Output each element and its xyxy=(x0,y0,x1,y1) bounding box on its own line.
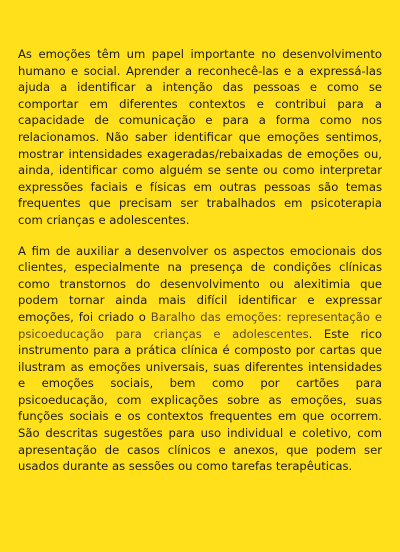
paragraph-description xyxy=(18,243,382,475)
paragraph-intro: As emoções têm um papel importante no desenvolvimento humano e social. Aprender a reconhecê-las e a expressá-las ajuda a identificar a intenção das pessoas e como se comportar em diferentes contextos e contribui para a capacidade de comunicação e para a forma como nos relacionamos. Não saber identificar que emoções sentimos, mostrar intensidades exageradas/rebaixadas de emoções ou, ainda, identificar como alguém se sente ou como interpretar expressões faciais e físicas em outras pessoas são temas frequentes que precisam ser trabalhados em psicoterapia com crianças e adolescentes. xyxy=(18,47,382,227)
book-back-cover-text xyxy=(18,46,382,475)
paragraph-description-lead: A fim de auxiliar a desenvolver os aspectos emocionais dos clientes, especialmente na presença de condições clínicas como transtornos do desenvolvimento ou alexitimia que podem tornar ainda mais difícil identificar e expressar emoções, foi criado o xyxy=(18,243,382,324)
paragraph-description-rest: . Este rico instrumento para a prática clínica é composto por cartas que ilustram as emoções universais, suas diferentes intensidades e emoções sociais, bem como por cartões para psicoeducação, com explicações sobre as emoções, suas funções sociais e os contextos frequentes em que ocorrem. São descritas sugestões para uso individual e coletivo, com apresentação de casos clínicos e anexos, que podem ser usados durante as sessões ou como tarefas terapêuticas. xyxy=(18,326,382,474)
book-title-highlight: Baralho das emoções: representação e psicoeducação para crianças e adolescentes xyxy=(18,309,382,341)
